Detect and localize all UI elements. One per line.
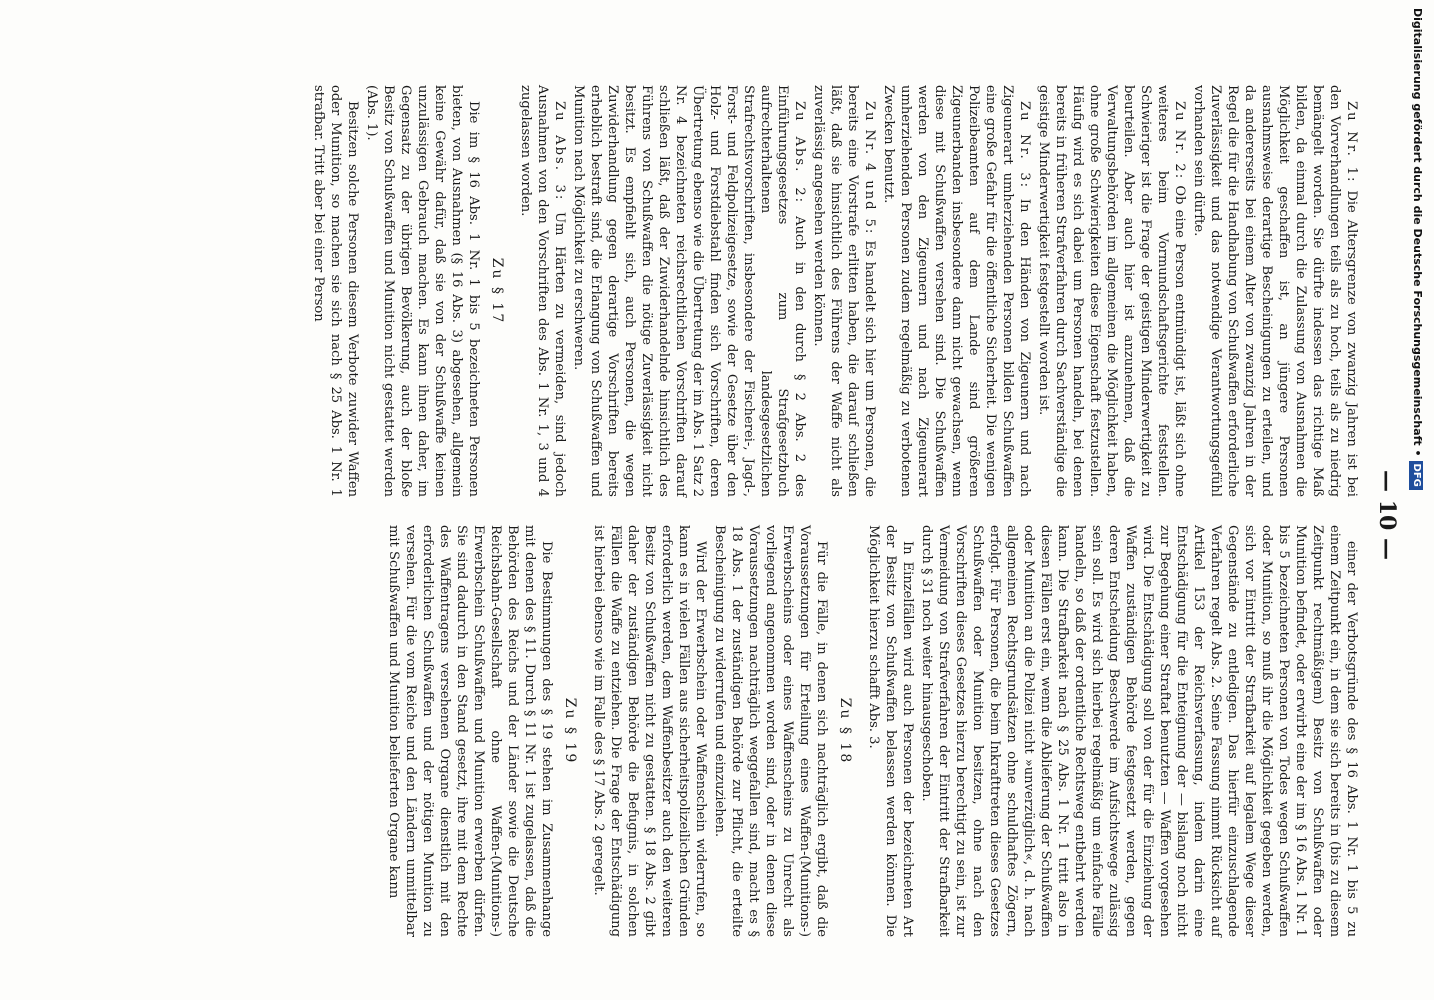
- paragraph-text: Um Härten zu vermeiden, sind jedoch Ausnahmen von den Vorschriften des Abs. 1 Nr. 1, 3 und 4 zugelassen worden.: [518, 85, 567, 497]
- paragraph: [1035, 85, 1188, 497]
- paragraph: [310, 85, 361, 497]
- paragraph: [1190, 85, 1360, 497]
- dfg-logo: DFG: [1409, 461, 1423, 490]
- paragraph: [363, 85, 482, 497]
- section-heading: Zu § 17: [489, 257, 505, 325]
- left-text-column: [308, 85, 1360, 497]
- paragraph: [810, 85, 878, 497]
- paragraph: [880, 85, 1033, 497]
- digitization-credit: [1404, 8, 1430, 992]
- paragraph-lead: Zu Abs. 2:: [792, 101, 807, 205]
- page-number-header: — 10 —: [1374, 470, 1400, 560]
- credit-text: Digitalisierung gefördert durch die Deutsche Forschungsgemeinschaft •: [1411, 8, 1424, 457]
- paragraph-text: Für die Fälle, in denen sich nachträglich ergibt, daß die Voraussetzungen für Erteilung eines Waffen-(Munitions-) Erwerbscheins oder eines Waffenscheins zu Unrecht als vorliegend angenommen worden sind, oder in denen diese Voraussetzungen nachträglich weggefallen sind, macht es § 18 Abs. 1 der zuständigen Behörde zur Pflicht, die erteilte Bescheinigung zu widerrufen und einzuziehen.: [712, 525, 829, 937]
- rotated-page-content: [110, 85, 1400, 945]
- paragraph-lead: Zu Nr. 1:: [1344, 101, 1359, 184]
- paragraph-text: Auch in den durch § 2 Abs. 2 des Einführungsgesetzes zum Strafgesetzbuch aufrechterhaltenen landesgesetzlichen Strafrechtsvorschriften, insbesondere der Fischerei-, Jagd-, Forst- und Feldpolizeigesetze, sowie der Gesetze über den Holz- und Forstdiebstahl finden sich Vorschriften, deren Übertretung ebenso wie die Übertretung der im Abs. 1 Satz 2 Nr. 4 bezeichneten reichsrechtlichen Vorschriften darauf schließen läßt, daß der Zuwiderhandelnde hinsichtlich des Führens von Schußwaffen die nötige Zuverlässigkeit nicht besitzt. Es empfiehlt sich, auch Personen, die wegen Zuwiderhandlung gegen derartige Vorschriften bereits erheblich bestraft sind, die Erlangung von Schußwaffen und Munition nach Möglichkeit zu erschweren.: [571, 85, 807, 497]
- paragraph: [918, 525, 1360, 937]
- paragraph: [570, 85, 808, 497]
- paragraph-lead: Zu Nr. 4 und 5:: [862, 101, 877, 236]
- paragraph-text: Es handelt sich hier um Personen, die bereits eine Vorstrafe erlitten haben, die darauf schließen läßt, daß sie hinsichtlich des Führens der Waffe nicht als zuverlässig angesehen werden können.: [811, 85, 877, 497]
- paragraph: [711, 525, 830, 937]
- paragraph-text: In Einzelfällen wird auch Personen der bezeichneten Art der Besitz von Schußwaffen belassen werden können. Die Möglichkeit hierzu schafft Abs. 3.: [866, 525, 915, 937]
- paragraph-text: Wird der Erwerbschein oder Waffenschein widerrufen, so kann es in vielen Fällen aus sicherheitspolizeilichen Gründen erforderlich werden, dem Waffenbesitzer auch den weiteren Besitz von Schußwaffen nicht zu gestatten. § 18 Abs. 2 gibt daher der zuständigen Behörde die Befugnis, in solchen Fällen die Waffe zu entziehen. Die Frage der Entschädigung ist hierbei ebenso wie im Falle des § 17 Abs. 2 geregelt.: [591, 525, 708, 937]
- right-text-column: [383, 525, 1360, 937]
- section-heading: Zu § 19: [562, 697, 578, 765]
- paragraph-text: Die im § 16 Abs. 1 Nr. 1 bis 5 bezeichneten Personen bieten, von Ausnahmen (§ 16 Abs. 3) abgesehen, allgemein keine Gewähr dafür, daß sie von der Schußwaffe keinen unzulässigen Gebrauch machen. Es kann ihnen daher, im Gegensatz zu der übrigen Bevölkerung, auch der bloße Besitz von Schußwaffen und Munition nicht gestattet werden (Abs. 1).: [364, 85, 481, 497]
- paragraph-text: Ob eine Person entmündigt ist, läßt sich ohne weiteres beim Vormundschaftsgerichte feststellen. Schwieriger ist die Frage der geistigen Minderwertigkeit zu beurteilen. Aber auch hier ist anzunehmen, daß die Verwaltungsbehörden im allgemeinen die Möglichkeit haben, ohne große Schwierigkeiten diese Eigenschaft festzustellen. Häufig wird es sich dabei um Personen handeln, bei denen bereits in früheren Strafverfahren durch Sachverständige die geistige Minderwertigkeit festgestellt worden ist.: [1036, 85, 1187, 497]
- paragraph: [590, 525, 709, 937]
- paragraph-lead: Zu Abs. 3:: [552, 101, 567, 202]
- paragraph-lead: Zu Nr. 3:: [1017, 101, 1032, 190]
- section-heading: Zu § 18: [837, 697, 853, 765]
- paragraph: [865, 525, 916, 937]
- paragraph-text: In den Händen von Zigeunern und nach Zigeunerart umherziehenden Personen bilden Schußwaffen eine große Gefahr für die öffentliche Sicherheit. Die wenigen Polizeibeamten auf dem Lande sind größeren Zigeunerbanden insbesondere dann nicht gewachsen, wenn diese mit Schußwaffen versehen sind. Die Schußwaffen werden von den Zigeunern und nach Zigeunerart umherziehenden Personen zudem regelmäßig zu verbotenen Zwecken benutzt.: [881, 85, 1032, 497]
- paragraph-text: Besitzen solche Personen diesem Verbote zuwider Waffen oder Munition, so machen sie sich nach § 25 Abs. 1 Nr. 1 strafbar. Tritt aber bei einer Person: [311, 85, 360, 497]
- paragraph-text: Die Bestimmungen des § 19 stehen im Zusammenhange mit denen des § 11. Durch § 11 Nr. 1 ist zugelassen, daß die Behörden des Reichs und der Länder sowie die Deutsche Reichsbahn-Gesellschaft ohne Waffen-(Munitions-) Erwerbschein Schußwaffen und Munition erwerben dürfen. Sie sind dadurch in den Stand gesetzt, ihre mit dem Rechte des Waffentragens versehenen Organe dienstlich mit den erforderlichen Schußwaffen und der nötigen Munition zu versehen. Für die vom Reiche und den Ländern unmittelbar mit Schußwaffen und Munition belieferten Organe kann: [386, 525, 554, 937]
- paragraph: [385, 525, 555, 937]
- paragraph-text: einer der Verbotsgründe des § 16 Abs. 1 Nr. 1 bis 5 zu einem Zeitpunkt ein, in dem sie sich bereits in (bis zu diesem Zeitpunkt rechtmäßigem) Besitz von Schußwaffen oder Munition befindet, oder erwirbt eine der im § 16 Abs. 1 Nr. 1 bis 5 bezeichneten Personen von Todes wegen Schußwaffen oder Munition, so muß ihr die Möglichkeit gegeben werden, sich vor Eintritt der Strafbarkeit auf legalem Wege dieser Gegenstände zu entledigen. Das hierfür einzuschlagende Verfahren regelt Abs. 2. Seine Fassung nimmt Rücksicht auf Artikel 153 der Reichsverfassung, indem darin eine Entschädigung für die Enteignung der — bislang noch nicht zur Begehung einer Straftat benutzten — Waffen vorgesehen wird. Die Entschädigung soll von der für die Einziehung der Waffen zuständigen Behörde festgesetzt werden, gegen deren Entscheidung Beschwerde im Aufsichtswege zulässig sein soll. Es wird sich hierbei regelmäßig um einfache Fälle handeln, so daß der ordentliche Rechtsweg entbehrt werden kann. Die Strafbarkeit nach § 25 Abs. 1 Nr. 1 tritt also in diesen Fällen erst ein, wenn die Ablieferung der Schußwaffen oder Munition an die Polizei nicht »unverzüglich«, d. h. nach allgemeinen Rechtsgrundsätzen ohne schuldhaftes Zögern, erfolgt. Für Personen, die beim Inkrafttreten dieses Gesetzes Schußwaffen oder Munition besitzen, ohne nach den Vorschriften dieses Gesetzes hierzu berechtigt zu sein, ist zur Vermeidung von Strafverfahren der Eintritt der Strafbarkeit durch § 31 noch weiter hinausgeschoben.: [919, 525, 1359, 937]
- paragraph-text: Die Altersgrenze von zwanzig Jahren ist bei den Vorverhandlungen teils als zu hoch, teils als zu niedrig bemängelt worden. Sie dürfte indessen das richtige Maß bilden, da einmal durch die Zulassung von Ausnahmen die Möglichkeit geschaffen ist, an jüngere Personen ausnahmsweise derartige Bescheinigungen zu erteilen, und da andererseits bei einem Alter von zwanzig Jahren in der Regel die für die Handhabung von Schußwaffen erforderliche Zuverlässigkeit und das notwendige Verantwortungsgefühl vorhanden sein dürfte.: [1191, 85, 1359, 497]
- paragraph-lead: Zu Nr. 2:: [1172, 101, 1187, 181]
- paragraph: [517, 85, 568, 497]
